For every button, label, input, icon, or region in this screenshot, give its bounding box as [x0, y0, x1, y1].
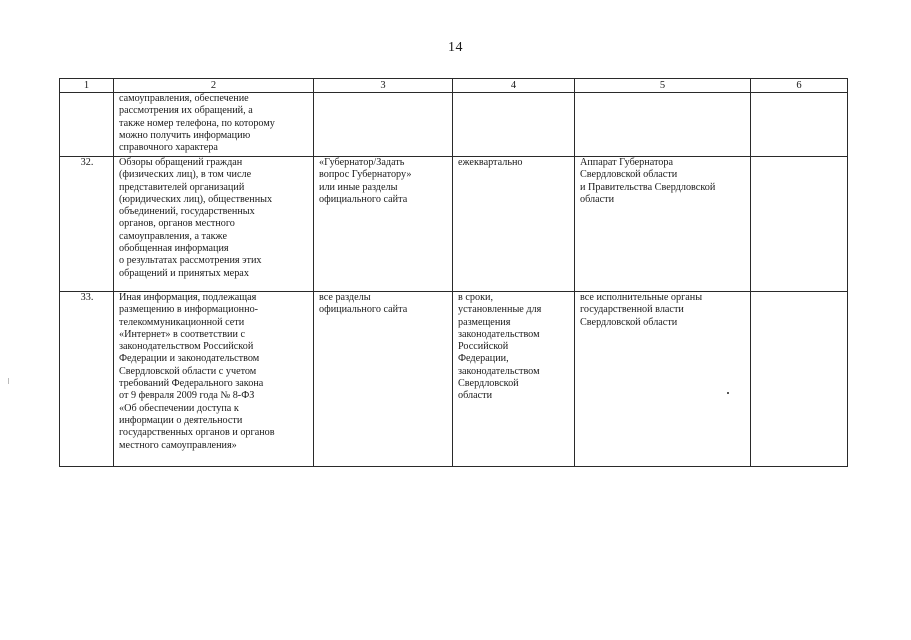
column-header: 5 — [575, 79, 751, 93]
note-cell — [751, 93, 848, 157]
column-header: 2 — [114, 79, 314, 93]
row-number-cell — [60, 93, 114, 157]
row-number-cell: 33. — [60, 292, 114, 467]
note-cell — [751, 292, 848, 467]
column-header: 3 — [314, 79, 453, 93]
responsible-cell: Аппарат Губернатора Свердловской области и Правительства Свердловской области — [575, 157, 751, 292]
row-number-cell: 32. — [60, 157, 114, 292]
information-table — [59, 78, 848, 467]
note-cell — [751, 157, 848, 292]
column-header: 6 — [751, 79, 848, 93]
table-row — [60, 93, 848, 157]
period-cell — [453, 93, 575, 157]
column-header: 1 — [60, 79, 114, 93]
page-number: 14 — [448, 40, 463, 55]
column-header: 4 — [453, 79, 575, 93]
responsible-cell — [575, 93, 751, 157]
responsible-cell: все исполнительные органы государственной власти Свердловской области — [575, 292, 751, 467]
scan-mark — [8, 378, 9, 384]
information-cell: самоуправления, обеспечение рассмотрения их обращений, а также номер телефона, по которому можно получить информацию справочного характера — [114, 93, 314, 157]
period-cell: ежеквартально — [453, 157, 575, 292]
information-cell: Обзоры обращений граждан (физических лиц), в том числе представителей организаций (юридических лиц), общественных объединений, государственных органов, органов местного самоуправления, а также обобщенная информация о результатах рассмотрения этих обращений и принятых мерах — [114, 157, 314, 292]
placement-cell: все разделы официального сайта — [314, 292, 453, 467]
placement-cell: «Губернатор/Задать вопрос Губернатору» или иные разделы официального сайта — [314, 157, 453, 292]
period-cell: в сроки, установленные для размещения законодательством Российской Федерации, законодательством Свердловской области — [453, 292, 575, 467]
table-header-row — [60, 79, 848, 93]
information-cell: Иная информация, подлежащая размещению в информационно- телекоммуникационной сети «Интернет» в соответствии с законодательством Российской Федерации и законодательством Свердловской области с учетом требований Федерального закона от 9 февраля 2009 года № 8-ФЗ «Об обеспечении доступа к информации о деятельности государственных органов и органов местного самоуправления» — [114, 292, 314, 467]
table-row — [60, 157, 848, 292]
table-row — [60, 292, 848, 467]
placement-cell — [314, 93, 453, 157]
scan-speck — [727, 392, 729, 394]
